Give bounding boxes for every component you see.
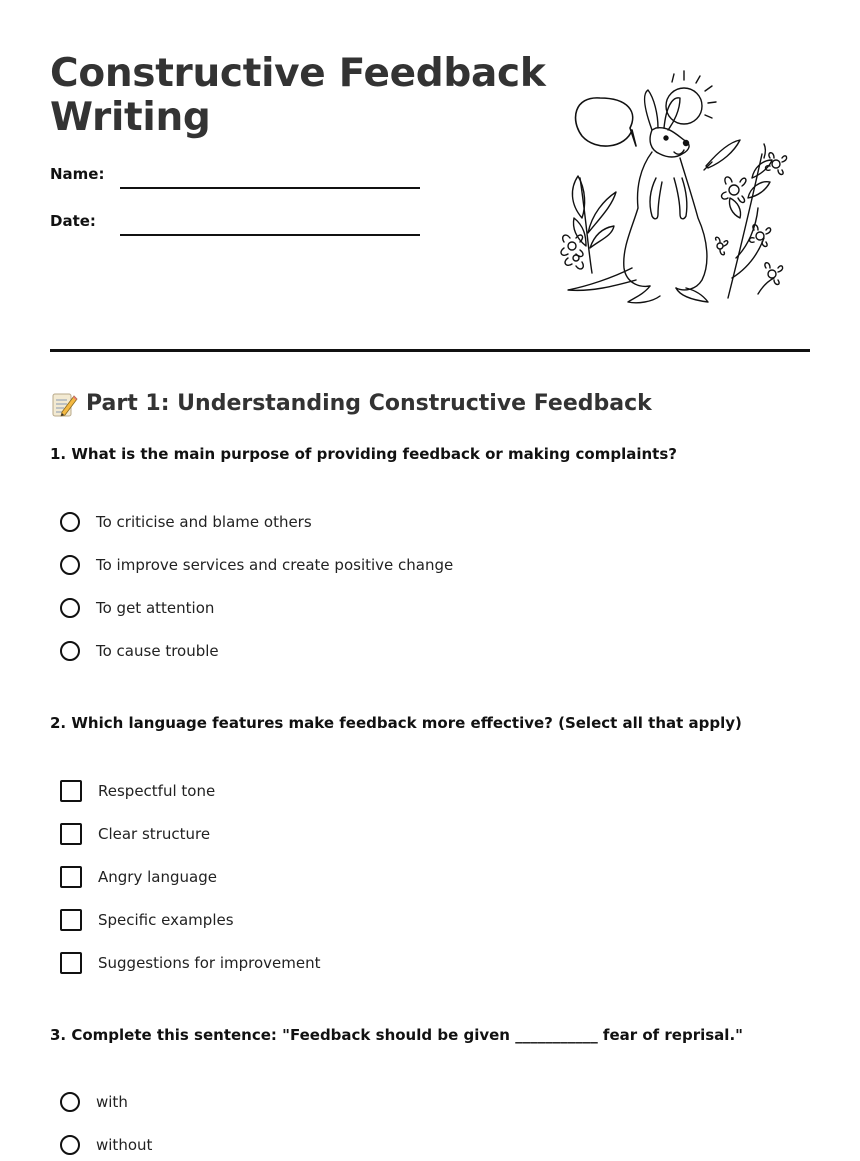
checkbox[interactable]	[60, 823, 82, 845]
option-label: Specific examples	[98, 911, 234, 929]
question-3-option-1[interactable]	[60, 1089, 128, 1115]
question-3: 3. Complete this sentence: "Feedback should be given ___________ fear of reprisal."	[50, 1026, 743, 1044]
checkbox[interactable]	[60, 909, 82, 931]
question-1-option-1[interactable]	[60, 509, 312, 535]
kangaroo-illustration-icon	[552, 68, 792, 313]
question-2-option-1[interactable]	[60, 778, 215, 804]
memo-icon	[50, 390, 78, 418]
option-label: Respectful tone	[98, 782, 216, 800]
title-line-2: Writing	[50, 95, 211, 140]
option-label: Angry language	[98, 868, 217, 886]
question-2-option-4[interactable]	[60, 907, 234, 933]
section-divider	[50, 349, 810, 352]
part-1-title	[50, 388, 652, 420]
date-line[interactable]	[120, 234, 420, 236]
question-2: 2. Which language features make feedback more effective? (Select all that apply)	[50, 714, 742, 732]
radio-button[interactable]	[60, 598, 80, 618]
option-label: Clear structure	[98, 825, 211, 843]
radio-button[interactable]	[60, 555, 80, 575]
question-3-option-2[interactable]	[60, 1132, 152, 1158]
question-1-option-3[interactable]	[60, 595, 214, 621]
question-1: 1. What is the main purpose of providing feedback or making complaints?	[50, 445, 677, 463]
radio-button[interactable]	[60, 1092, 80, 1112]
checkbox[interactable]	[60, 866, 82, 888]
option-label: Suggestions for improvement	[98, 954, 321, 972]
radio-button[interactable]	[60, 1135, 80, 1155]
date-label: Date:	[50, 212, 96, 230]
question-2-option-3[interactable]	[60, 864, 217, 890]
option-label: To get attention	[96, 599, 215, 617]
radio-button[interactable]	[60, 512, 80, 532]
question-1-option-4[interactable]	[60, 638, 219, 664]
option-label: without	[96, 1136, 153, 1154]
name-line[interactable]	[120, 187, 420, 189]
option-label: To criticise and blame others	[96, 513, 312, 531]
title-line-1: Constructive Feedback	[50, 51, 546, 96]
worksheet-title	[50, 52, 545, 140]
option-label: To improve services and create positive change	[96, 556, 454, 574]
question-2-option-5[interactable]	[60, 950, 320, 976]
question-2-option-2[interactable]	[60, 821, 210, 847]
option-label: with	[96, 1093, 128, 1111]
name-label: Name:	[50, 165, 105, 183]
radio-button[interactable]	[60, 641, 80, 661]
checkbox[interactable]	[60, 780, 82, 802]
option-label: To cause trouble	[96, 642, 219, 660]
question-1-option-2[interactable]	[60, 552, 453, 578]
part-1-title-text: Part 1: Understanding Constructive Feedback	[86, 391, 652, 416]
checkbox[interactable]	[60, 952, 82, 974]
